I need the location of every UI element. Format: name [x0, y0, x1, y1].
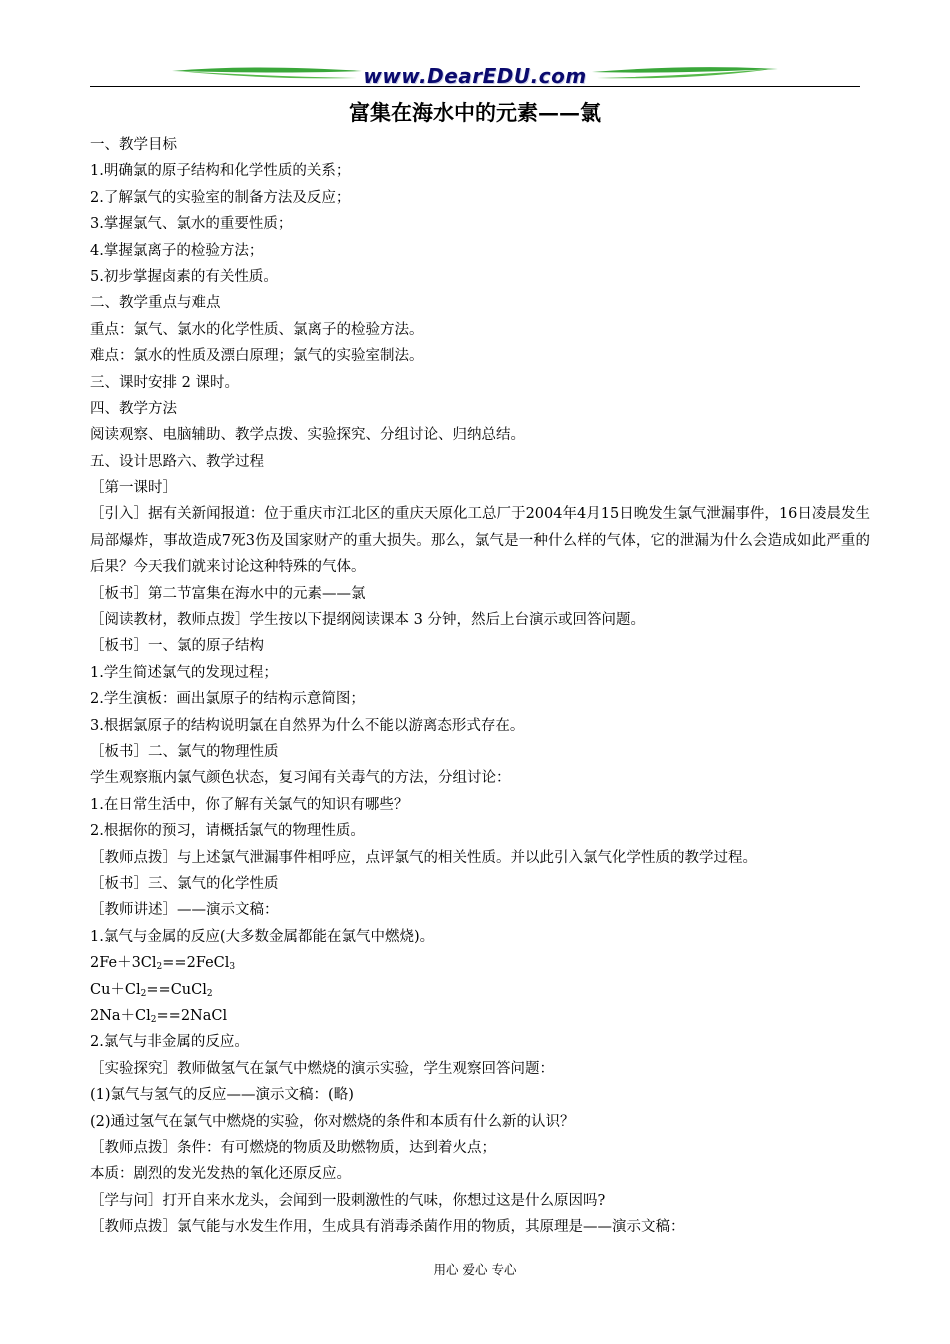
- text-line: 五、设计思路六、教学过程: [90, 453, 264, 470]
- text-line: ［教师点拨］氯气能与水发生作用，生成具有消毒杀菌作用的物质，其原理是——演示文稿：: [90, 1219, 685, 1236]
- text-line: 3.掌握氯气、氯水的重要性质；: [90, 216, 293, 233]
- text-line: 5.初步掌握卤素的有关性质。: [90, 268, 278, 285]
- text-line: 2.根据你的预习，请概括氯气的物理性质。: [90, 823, 365, 840]
- text-line: 2.学生演板：画出氯原子的结构示意简图；: [90, 691, 365, 708]
- text-line: ［板书］三、氯气的化学性质: [90, 875, 279, 892]
- equation-cu: $Cu+Cl_2==CuCl_2$: [90, 981, 213, 999]
- text-line: 二、教学重点与难点: [90, 295, 221, 312]
- text-line: ［板书］一、氯的原子结构: [90, 638, 264, 655]
- page-footer: 用心 爱心 专心: [433, 1262, 517, 1277]
- text-line: 本质：剧烈的发光发热的氧化还原反应。: [90, 1166, 351, 1183]
- text-line: 2.氯气与非金属的反应。: [90, 1034, 249, 1051]
- text-line: (2)通过氢气在氯气中燃烧的实验，你对燃烧的条件和本质有什么新的认识？: [90, 1113, 575, 1130]
- text-line: 一、教学目标: [90, 137, 177, 153]
- text-line: 阅读观察、电脑辅助、教学点拨、实验探究、分组讨论、归纳总结。: [90, 427, 525, 444]
- text-line: 学生观察瓶内氯气颜色状态，复习闻有关毒气的方法，分组讨论：: [90, 770, 511, 787]
- text-line: 四、教学方法: [90, 400, 177, 417]
- text-line: 1.明确氯的原子结构和化学性质的关系；: [90, 163, 351, 180]
- text-line: ［板书］第二节富集在海水中的元素——氯: [90, 585, 366, 602]
- text-line: 难点：氯水的性质及漂白原理；氯气的实验室制法。: [90, 348, 424, 365]
- text-line: 三、课时安排 2 课时。: [90, 374, 239, 391]
- intro-paragraph: ［引入］据有关新闻报道：位于重庆市江北区的重庆天原化工总厂于2004年4月15日晚发生氯气泄漏事件，16日凌晨发生局部爆炸，事故造成7死3伤及国家财产的重大损失。那么，氯气是一种什么样的气体，它的泄漏为什么会造成如此严重的后果？今天我们就来讨论这种特殊的气体。: [90, 506, 870, 576]
- text-line: 1.氯气与金属的反应(大多数金属都能在氯气中燃烧)。: [90, 928, 435, 945]
- text-line: 重点：氯气、氯水的化学性质、氯离子的检验方法。: [90, 321, 424, 338]
- text-line: 4.掌握氯离子的检验方法；: [90, 242, 264, 259]
- text-line: ［第一课时］: [90, 480, 177, 497]
- text-line: ［教师点拨］条件：有可燃烧的物质及助燃物质，达到着火点；: [90, 1139, 496, 1156]
- text-line: 1.在日常生活中，你了解有关氯气的知识有哪些？: [90, 796, 409, 813]
- text-line: ［阅读教材，教师点拨］学生按以下提纲阅读课本 3 分钟，然后上台演示或回答问题。: [90, 612, 645, 629]
- text-line: 1.学生简述氯气的发现过程；: [90, 664, 278, 681]
- text-line: ［学与问］打开自来水龙头，会闻到一股刺激性的气味，你想过这是什么原因吗?: [90, 1192, 606, 1209]
- document-body: [90, 132, 870, 1240]
- text-line: ［教师点拨］与上述氯气泄漏事件相呼应，点评氯气的相关性质。并以此引入氯气化学性质的教学过程。: [90, 849, 757, 866]
- site-logo[interactable]: [172, 62, 778, 92]
- page-header: [0, 0, 950, 100]
- text-line: ［实验探究］教师做氢气在氯气中燃烧的演示实验，学生观察回答问题：: [90, 1060, 554, 1077]
- equation-fe: $2Fe+3Cl_2==2FeCl_3$: [90, 955, 236, 973]
- text-line: 2.了解氯气的实验室的制备方法及反应；: [90, 189, 351, 206]
- text-line: (1)氯气与氢气的反应——演示文稿：(略): [90, 1087, 354, 1104]
- text-line: 3.根据氯原子的结构说明氯在自然界为什么不能以游离态形式存在。: [90, 717, 525, 734]
- text-line: ［板书］二、氯气的物理性质: [90, 744, 279, 761]
- logo-text: www.DearEDU.com: [363, 64, 587, 88]
- header-rule: [90, 86, 860, 87]
- equation-na: $2Na+Cl_2==2NaCl$: [90, 1007, 228, 1025]
- page-title: 富集在海水中的元素——氯: [349, 100, 601, 125]
- text-line: ［教师讲述］——演示文稿：: [90, 902, 279, 919]
